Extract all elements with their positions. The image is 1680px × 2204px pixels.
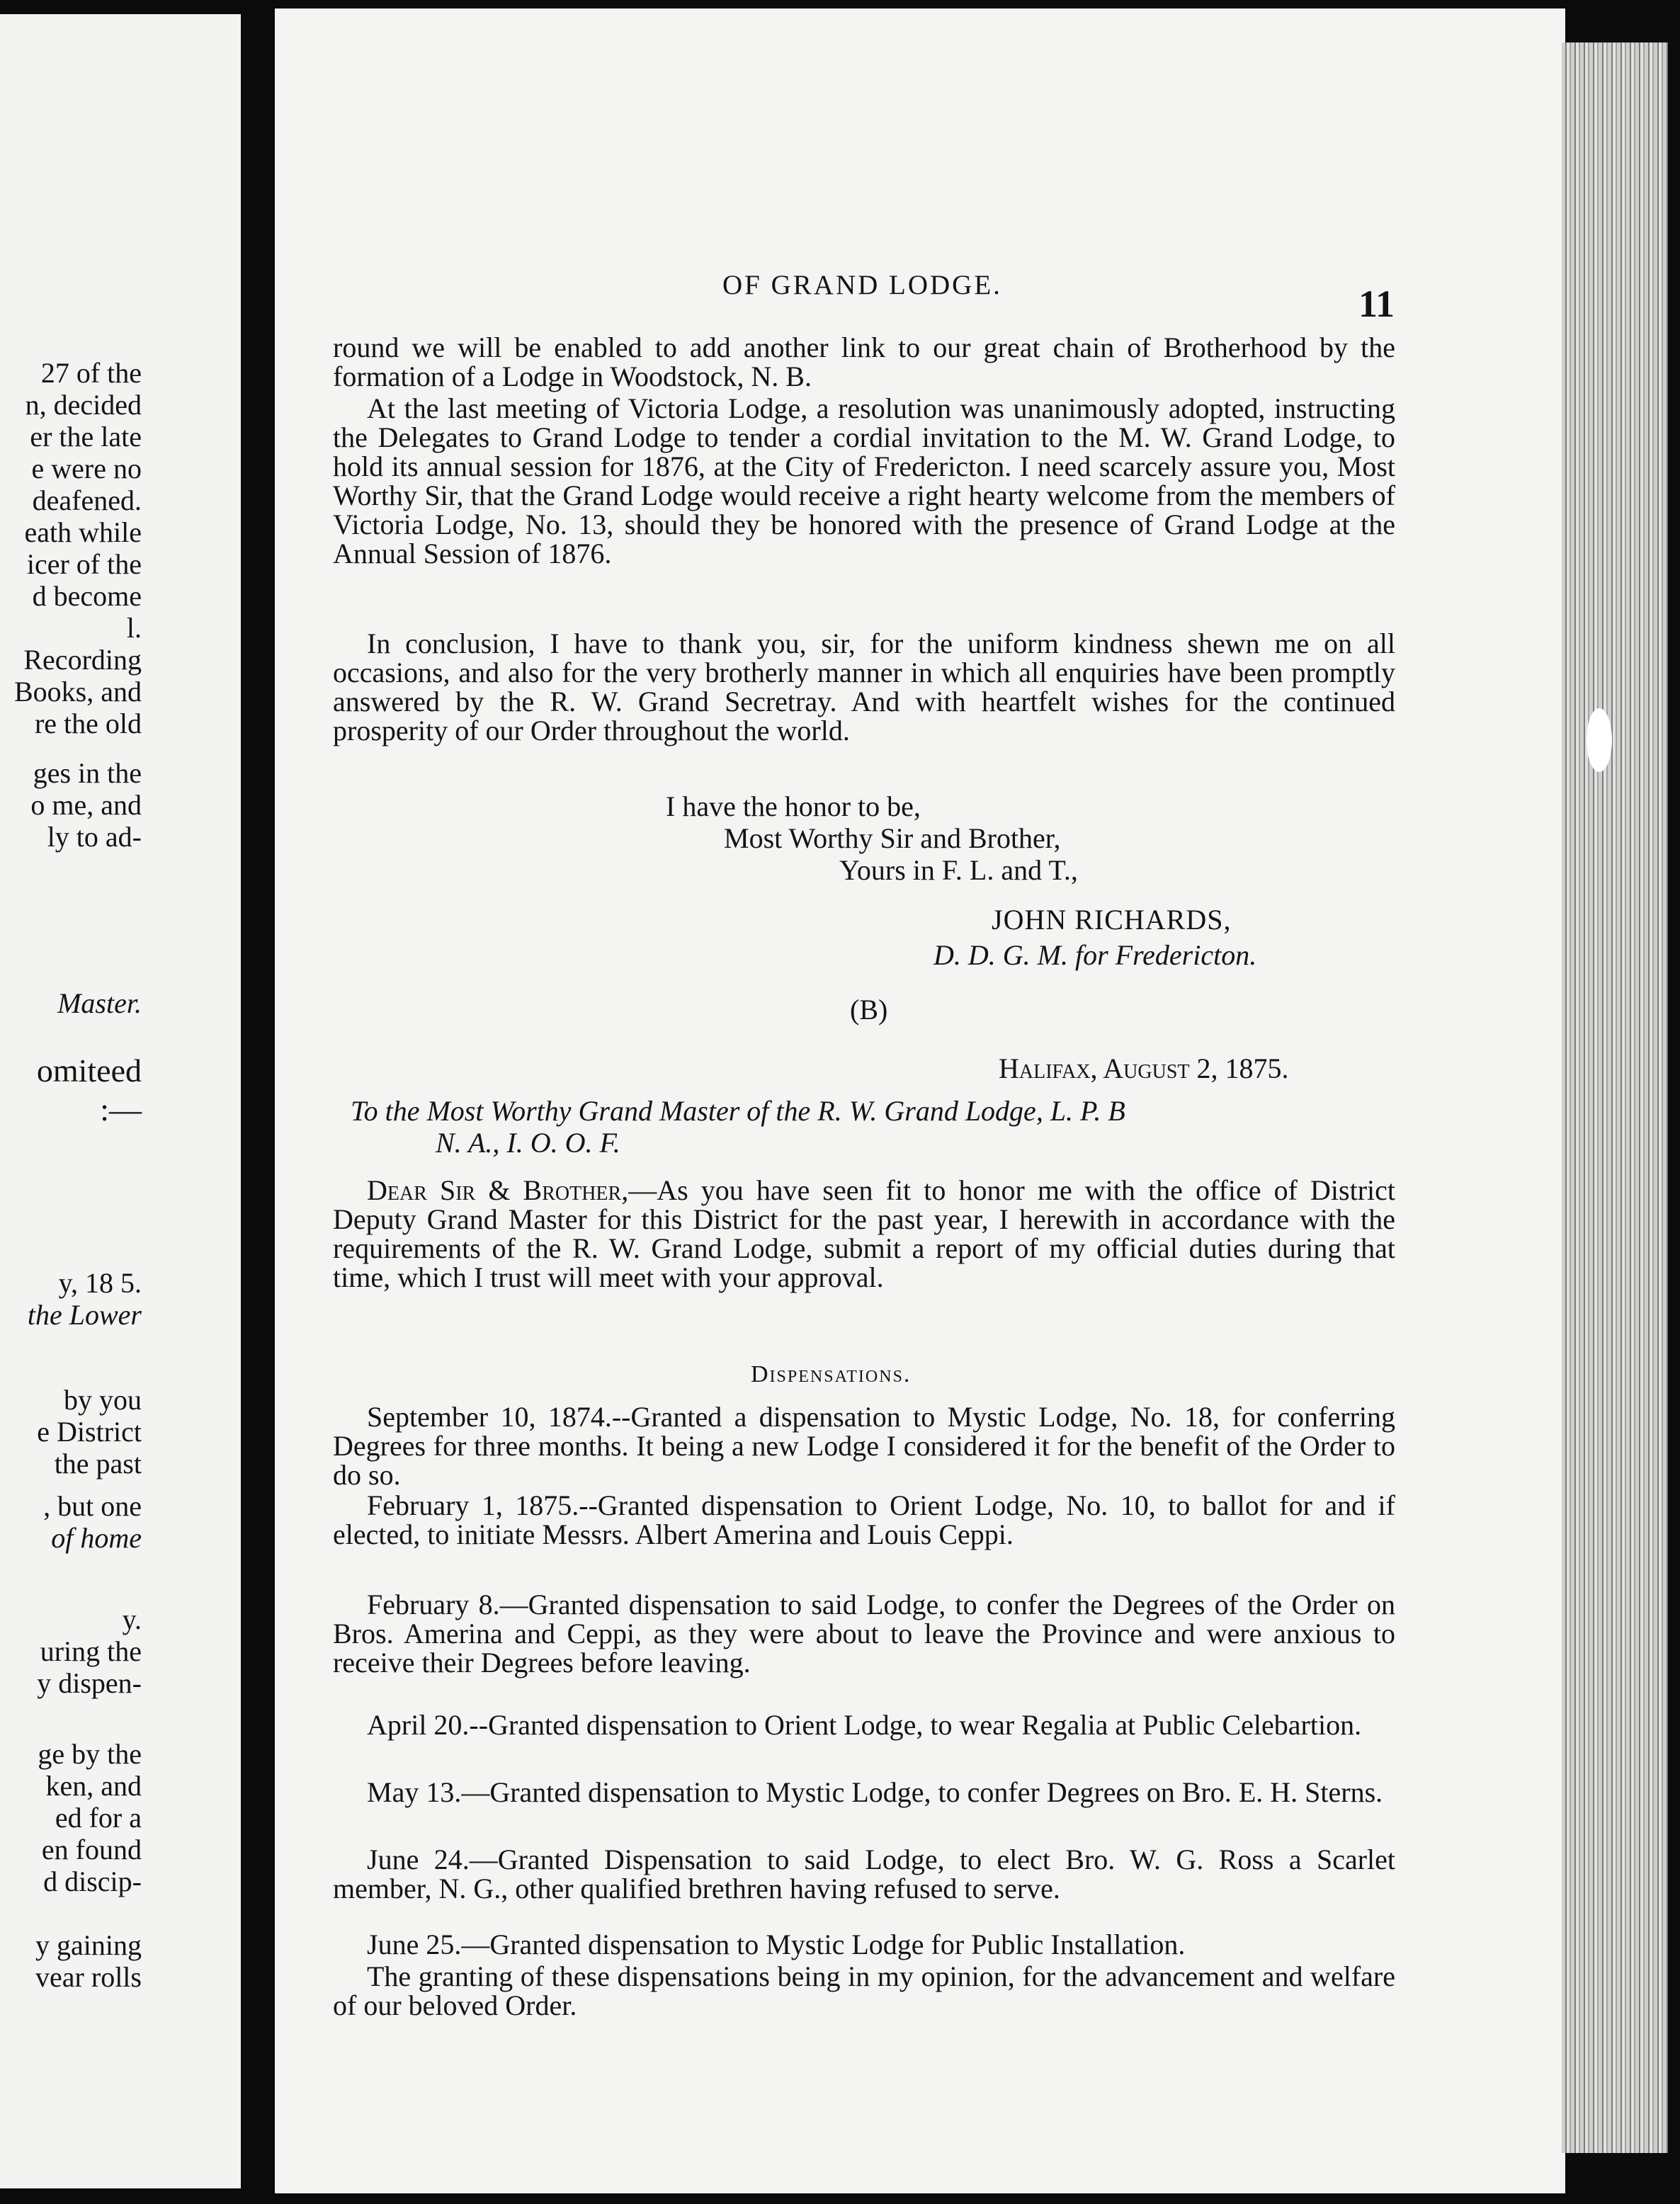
section-marker: (B) [850, 994, 888, 1026]
address-line-1: To the Most Worthy Grand Master of the R. W. Grand Lodge, L. P. B [351, 1095, 1125, 1127]
left-page-line: Books, and [14, 676, 142, 708]
left-page-line: y dispen- [37, 1667, 142, 1699]
left-page-line: o me, and [30, 789, 142, 821]
paragraph-intro: Dear Sir & Brother,—As you have seen fit to honor me with the office of District Deputy Grand Master for this District for the past year, I herewith in accordance with the requirements of the R. W. Grand Lodge, submit a report of my official duties during that time, which I trust will meet with your approval. [333, 1174, 1395, 1293]
left-page-line: ly to ad- [47, 821, 142, 853]
book-gutter [241, 0, 276, 2204]
dateline: Halifax, August 2, 1875. [999, 1052, 1289, 1084]
left-page-line: vear rolls [35, 1961, 142, 1993]
left-page-line: icer of the [26, 548, 142, 580]
left-page-line: er the late [30, 421, 142, 453]
closing-line-1: I have the honor to be, [666, 790, 921, 822]
left-page-line: of home [51, 1522, 142, 1554]
left-page-line: y gaining [35, 1929, 142, 1961]
list-item: June 25.—Granted dispensation to Mystic Lodge for Public Installation. [367, 1928, 1186, 1960]
left-page-line: ges in the [33, 757, 142, 789]
closing-line-2: Most Worthy Sir and Brother, [724, 822, 1061, 854]
left-page-line: the Lower [27, 1299, 142, 1331]
left-page-line: n, decided [25, 389, 142, 421]
left-page-line: 27 of the [40, 357, 142, 389]
list-item: February 8.—Granted dispensation to said Lodge, to confer the Degrees of the Order on Bros. Amerina and Ceppi, as they were about to leave the Province and were anxious to receive their Degrees before leaving. [333, 1589, 1395, 1678]
left-page-line: l. [126, 612, 142, 644]
list-item: May 13.—Granted dispensation to Mystic Lodge, to confer Degrees on Bro. E. H. Sterns. [367, 1776, 1383, 1808]
paragraph-conclusion: In conclusion, I have to thank you, sir, for the uniform kindness shewn me on all occasions, and also for the very brotherly manner in which all enquiries have been promptly answered by the R. W. Grand Secretray. And with heartfelt wishes for the continued prosperity of our Order throughout the world. [333, 627, 1395, 746]
left-page-line: d discip- [43, 1865, 142, 1897]
left-page-line: by you [64, 1384, 142, 1416]
left-page-line: en found [41, 1834, 142, 1865]
page-edges [1562, 42, 1668, 2153]
left-page-line: Recording [23, 644, 142, 676]
page-number: 11 [1358, 283, 1395, 325]
left-page-line: y. [122, 1603, 142, 1635]
salutation: Dear Sir & Brother, [367, 1174, 629, 1206]
left-page-line: re the old [34, 708, 142, 739]
paragraph-closing: The granting of these dispensations being in my opinion, for the advancement and welfare of our beloved Order. [333, 1960, 1395, 2021]
list-item: February 1, 1875.--Granted dispensation to Orient Lodge, No. 10, to ballot for and if elected, to initiate Messrs. Albert Amerina and Louis Ceppi. [333, 1489, 1395, 1550]
left-page-line: Master. [57, 987, 142, 1019]
closing-line-3: Yours in F. L. and T., [839, 854, 1078, 886]
paragraph-brotherhood: round we will be enabled to add another link to our great chain of Brotherhood by the formation of a Lodge in Woodstock, N. B. [333, 331, 1395, 392]
running-head: OF GRAND LODGE. [722, 270, 1002, 300]
paper-blemish [1587, 708, 1612, 772]
signature-name: JOHN RICHARDS, [992, 904, 1232, 936]
left-page-line: , but one [43, 1490, 142, 1522]
left-page-line: ed for a [55, 1802, 142, 1834]
left-page-line: e District [37, 1416, 142, 1448]
signature-title: D. D. G. M. for Fredericton. [933, 939, 1257, 971]
list-item: April 20.--Granted dispensation to Orient Lodge, to wear Regalia at Public Celebartion. [367, 1709, 1362, 1741]
left-page-line: eath while [24, 516, 142, 548]
left-page-line: uring the [40, 1635, 142, 1667]
left-page-line: the past [54, 1448, 142, 1479]
left-page-line: y, 18 5. [58, 1267, 142, 1299]
left-page-line: ken, and [45, 1770, 142, 1802]
list-item: September 10, 1874.--Granted a dispensation to Mystic Lodge, No. 18, for conferring Degrees for three months. It being a new Lodge I considered it for the benefit of the Order to do so. [333, 1401, 1395, 1491]
left-page-line: e were no [31, 453, 142, 484]
left-page-line: :— [100, 1091, 142, 1127]
left-page-line: d become [32, 580, 142, 612]
address-line-2: N. A., I. O. O. F. [436, 1127, 620, 1159]
left-page-line: deafened. [32, 484, 142, 516]
list-item: June 24.—Granted Dispensation to said Lodge, to elect Bro. W. G. Ross a Scarlet member, N. G., other qualified brethren having refused to serve. [333, 1844, 1395, 1904]
left-page-line: ge by the [38, 1738, 142, 1770]
section-heading: Dispensations. [751, 1361, 912, 1387]
paragraph-invitation: At the last meeting of Victoria Lodge, a resolution was unanimously adopted, instructing the Delegates to Grand Lodge to tender a cordial invitation to the M. W. Grand Lodge, to hold its annual session for 1876, at the City of Fredericton. I need scarcely assure you, Most Worthy Sir, that the Grand Lodge would receive a right hearty welcome from the members of Victoria Lodge, No. 13, should they be honored with the presence of Grand Lodge at the Annual Session of 1876. [333, 392, 1395, 569]
left-page-line: omiteed [36, 1052, 142, 1089]
previous-page [0, 14, 241, 2188]
